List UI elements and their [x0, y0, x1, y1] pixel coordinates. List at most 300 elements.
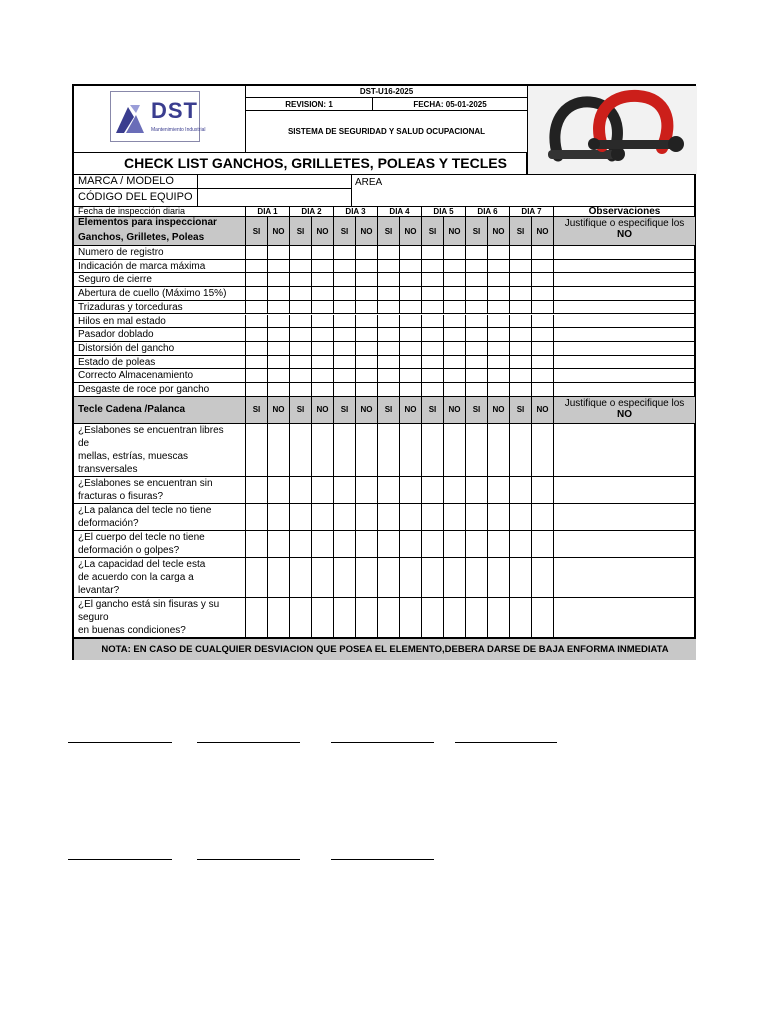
- no-checkbox[interactable]: [444, 287, 466, 301]
- no-checkbox[interactable]: [268, 260, 290, 274]
- no-checkbox[interactable]: [268, 477, 290, 504]
- day-header: DIA 7: [510, 206, 554, 217]
- no-checkbox[interactable]: [488, 558, 510, 598]
- no-checkbox[interactable]: [268, 287, 290, 301]
- no-checkbox[interactable]: [268, 531, 290, 558]
- si-checkbox[interactable]: [510, 369, 532, 383]
- day-header: DIA 3: [334, 206, 378, 217]
- si-checkbox[interactable]: [378, 369, 400, 383]
- no-checkbox[interactable]: [400, 246, 422, 260]
- si-checkbox[interactable]: [422, 598, 444, 638]
- si-checkbox[interactable]: [246, 369, 268, 383]
- no-checkbox[interactable]: [488, 356, 510, 370]
- no-checkbox[interactable]: [532, 260, 554, 274]
- observation-field[interactable]: [554, 356, 696, 370]
- tecle-item-label: [74, 558, 246, 598]
- no-checkbox[interactable]: [356, 260, 378, 274]
- no-checkbox[interactable]: [268, 558, 290, 598]
- observation-field[interactable]: [554, 246, 696, 260]
- text-line: Correcto Almacenamiento: [78, 370, 194, 382]
- no-checkbox[interactable]: [356, 328, 378, 342]
- text-line: mellas, estrías, muescas: [78, 450, 189, 462]
- no-checkbox[interactable]: [444, 531, 466, 558]
- no-checkbox[interactable]: [488, 383, 510, 397]
- day-header: DIA 5: [422, 206, 466, 217]
- si-checkbox[interactable]: [510, 356, 532, 370]
- si-checkbox[interactable]: [466, 246, 488, 260]
- no-checkbox[interactable]: [356, 504, 378, 531]
- si-checkbox[interactable]: [422, 504, 444, 531]
- si-checkbox[interactable]: [246, 504, 268, 531]
- no-checkbox[interactable]: [400, 598, 422, 638]
- no-checkbox[interactable]: [268, 424, 290, 477]
- si-checkbox[interactable]: [334, 531, 356, 558]
- no-checkbox[interactable]: [400, 504, 422, 531]
- no-checkbox[interactable]: [488, 531, 510, 558]
- si-checkbox[interactable]: [378, 424, 400, 477]
- no-checkbox[interactable]: [356, 369, 378, 383]
- no-checkbox[interactable]: [488, 301, 510, 315]
- si-checkbox[interactable]: [466, 260, 488, 274]
- no-checkbox[interactable]: [356, 246, 378, 260]
- si-checkbox[interactable]: [378, 273, 400, 287]
- no-checkbox[interactable]: [356, 477, 378, 504]
- si-checkbox[interactable]: [334, 369, 356, 383]
- no-checkbox[interactable]: [400, 477, 422, 504]
- no-checkbox[interactable]: [268, 342, 290, 356]
- no-checkbox[interactable]: [488, 504, 510, 531]
- si-checkbox[interactable]: [466, 369, 488, 383]
- si-checkbox[interactable]: [378, 477, 400, 504]
- no-checkbox[interactable]: [532, 504, 554, 531]
- no-checkbox[interactable]: [312, 598, 334, 638]
- si-checkbox[interactable]: [422, 558, 444, 598]
- observation-field[interactable]: [554, 301, 696, 315]
- no-checkbox[interactable]: [444, 598, 466, 638]
- no-checkbox[interactable]: [312, 369, 334, 383]
- observation-field[interactable]: [554, 287, 696, 301]
- no-checkbox[interactable]: [312, 315, 334, 329]
- si-checkbox[interactable]: [466, 383, 488, 397]
- no-checkbox[interactable]: [312, 301, 334, 315]
- no-checkbox[interactable]: [444, 477, 466, 504]
- no-checkbox[interactable]: [356, 315, 378, 329]
- no-checkbox[interactable]: [312, 356, 334, 370]
- si-checkbox[interactable]: [422, 260, 444, 274]
- no-checkbox[interactable]: [400, 273, 422, 287]
- no-checkbox[interactable]: [268, 273, 290, 287]
- si-checkbox[interactable]: [246, 531, 268, 558]
- si-checkbox[interactable]: [246, 328, 268, 342]
- observation-field[interactable]: [554, 369, 696, 383]
- no-header: NO: [356, 397, 378, 424]
- si-checkbox[interactable]: [246, 273, 268, 287]
- no-checkbox[interactable]: [532, 315, 554, 329]
- no-checkbox[interactable]: [444, 260, 466, 274]
- si-checkbox[interactable]: [422, 369, 444, 383]
- no-checkbox[interactable]: [444, 504, 466, 531]
- si-checkbox[interactable]: [334, 504, 356, 531]
- no-checkbox[interactable]: [444, 424, 466, 477]
- no-checkbox[interactable]: [312, 328, 334, 342]
- si-checkbox[interactable]: [466, 315, 488, 329]
- si-checkbox[interactable]: [378, 260, 400, 274]
- si-checkbox[interactable]: [246, 424, 268, 477]
- no-checkbox[interactable]: [444, 369, 466, 383]
- si-checkbox[interactable]: [422, 531, 444, 558]
- no-checkbox[interactable]: [268, 246, 290, 260]
- text-line: Estado de poleas: [78, 356, 156, 368]
- no-checkbox[interactable]: [356, 301, 378, 315]
- signature-line[interactable]: [455, 742, 557, 743]
- si-checkbox[interactable]: [334, 301, 356, 315]
- no-checkbox[interactable]: [312, 260, 334, 274]
- si-header: SI: [290, 217, 312, 246]
- no-checkbox[interactable]: [444, 383, 466, 397]
- observation-field[interactable]: [554, 531, 696, 558]
- si-checkbox[interactable]: [334, 477, 356, 504]
- si-checkbox[interactable]: [290, 558, 312, 598]
- no-checkbox[interactable]: [400, 301, 422, 315]
- no-checkbox[interactable]: [532, 598, 554, 638]
- no-checkbox[interactable]: [356, 424, 378, 477]
- si-checkbox[interactable]: [422, 315, 444, 329]
- no-checkbox[interactable]: [532, 383, 554, 397]
- signature-line[interactable]: [197, 742, 300, 743]
- no-checkbox[interactable]: [488, 315, 510, 329]
- no-checkbox[interactable]: [312, 246, 334, 260]
- no-header: NO: [400, 217, 422, 246]
- si-checkbox[interactable]: [246, 315, 268, 329]
- text-line: Numero de registro: [78, 247, 164, 258]
- si-checkbox[interactable]: [290, 598, 312, 638]
- si-header: SI: [334, 397, 356, 424]
- no-checkbox[interactable]: [488, 369, 510, 383]
- si-checkbox[interactable]: [246, 260, 268, 274]
- si-checkbox[interactable]: [510, 287, 532, 301]
- no-checkbox[interactable]: [356, 356, 378, 370]
- text-line: en buenas condiciones?: [78, 624, 186, 636]
- no-checkbox[interactable]: [400, 369, 422, 383]
- signature-line[interactable]: [68, 859, 172, 860]
- no-checkbox[interactable]: [532, 328, 554, 342]
- text-line: Seguro de cierre: [78, 274, 152, 286]
- no-checkbox[interactable]: [268, 301, 290, 315]
- no-checkbox[interactable]: [268, 328, 290, 342]
- si-checkbox[interactable]: [510, 260, 532, 274]
- si-checkbox[interactable]: [510, 301, 532, 315]
- no-checkbox[interactable]: [312, 273, 334, 287]
- si-checkbox[interactable]: [378, 531, 400, 558]
- si-checkbox[interactable]: [290, 424, 312, 477]
- no-checkbox[interactable]: [356, 342, 378, 356]
- no-checkbox[interactable]: [356, 273, 378, 287]
- no-checkbox[interactable]: [400, 424, 422, 477]
- si-checkbox[interactable]: [422, 356, 444, 370]
- no-checkbox[interactable]: [312, 287, 334, 301]
- si-checkbox[interactable]: [378, 246, 400, 260]
- no-checkbox[interactable]: [532, 356, 554, 370]
- text-line: ¿Eslabones se encuentran libres: [78, 424, 224, 436]
- si-checkbox[interactable]: [378, 356, 400, 370]
- no-checkbox[interactable]: [268, 315, 290, 329]
- si-checkbox[interactable]: [422, 287, 444, 301]
- no-checkbox[interactable]: [444, 315, 466, 329]
- no-checkbox[interactable]: [400, 383, 422, 397]
- si-checkbox[interactable]: [246, 287, 268, 301]
- si-checkbox[interactable]: [378, 315, 400, 329]
- si-checkbox[interactable]: [334, 287, 356, 301]
- no-checkbox[interactable]: [488, 260, 510, 274]
- no-checkbox[interactable]: [312, 342, 334, 356]
- si-checkbox[interactable]: [422, 477, 444, 504]
- si-checkbox[interactable]: [510, 246, 532, 260]
- si-checkbox[interactable]: [290, 246, 312, 260]
- no-checkbox[interactable]: [532, 531, 554, 558]
- observation-field[interactable]: [554, 260, 696, 274]
- si-checkbox[interactable]: [466, 287, 488, 301]
- si-checkbox[interactable]: [290, 315, 312, 329]
- no-checkbox[interactable]: [400, 342, 422, 356]
- brand-model-input[interactable]: [198, 174, 352, 189]
- no-checkbox[interactable]: [400, 315, 422, 329]
- text-line: Indicación de marca máxima: [78, 260, 206, 272]
- no-header: NO: [444, 217, 466, 246]
- si-checkbox[interactable]: [290, 342, 312, 356]
- no-checkbox[interactable]: [488, 287, 510, 301]
- no-checkbox[interactable]: [444, 246, 466, 260]
- si-checkbox[interactable]: [466, 424, 488, 477]
- si-checkbox[interactable]: [334, 598, 356, 638]
- justify-text: Justifique o especifique los: [564, 218, 685, 229]
- text-line: Distorsión del gancho: [78, 342, 175, 354]
- no-checkbox[interactable]: [488, 477, 510, 504]
- checklist-item-label: [74, 260, 246, 274]
- si-checkbox[interactable]: [290, 328, 312, 342]
- system-title: SISTEMA DE SEGURIDAD Y SALUD OCUPACIONAL: [287, 127, 486, 136]
- si-checkbox[interactable]: [378, 342, 400, 356]
- no-checkbox[interactable]: [488, 273, 510, 287]
- no-checkbox[interactable]: [312, 477, 334, 504]
- no-checkbox[interactable]: [400, 328, 422, 342]
- logo-box: [74, 86, 246, 152]
- si-checkbox[interactable]: [466, 342, 488, 356]
- si-checkbox[interactable]: [290, 504, 312, 531]
- signature-line[interactable]: [197, 859, 300, 860]
- no-checkbox[interactable]: [268, 383, 290, 397]
- no-checkbox[interactable]: [444, 356, 466, 370]
- si-checkbox[interactable]: [246, 301, 268, 315]
- si-checkbox[interactable]: [334, 273, 356, 287]
- brand-model-label: MARCA / MODELO: [78, 175, 174, 187]
- si-checkbox[interactable]: [246, 558, 268, 598]
- si-checkbox[interactable]: [422, 273, 444, 287]
- si-checkbox[interactable]: [422, 301, 444, 315]
- si-checkbox[interactable]: [422, 342, 444, 356]
- si-checkbox[interactable]: [378, 328, 400, 342]
- no-checkbox[interactable]: [488, 328, 510, 342]
- si-checkbox[interactable]: [378, 558, 400, 598]
- date-label: FECHA: 05-01-2025: [373, 98, 527, 111]
- observation-field[interactable]: [554, 504, 696, 531]
- no-checkbox[interactable]: [532, 287, 554, 301]
- si-header: SI: [378, 217, 400, 246]
- si-checkbox[interactable]: [510, 477, 532, 504]
- no-checkbox[interactable]: [268, 369, 290, 383]
- observation-field[interactable]: [554, 273, 696, 287]
- equipment-code-input[interactable]: [198, 189, 352, 206]
- si-checkbox[interactable]: [290, 301, 312, 315]
- si-checkbox[interactable]: [466, 301, 488, 315]
- no-checkbox[interactable]: [532, 558, 554, 598]
- si-checkbox[interactable]: [466, 273, 488, 287]
- si-checkbox[interactable]: [378, 598, 400, 638]
- si-checkbox[interactable]: [378, 301, 400, 315]
- si-checkbox[interactable]: [510, 424, 532, 477]
- si-checkbox[interactable]: [246, 598, 268, 638]
- si-checkbox[interactable]: [422, 246, 444, 260]
- si-checkbox[interactable]: [510, 504, 532, 531]
- no-checkbox[interactable]: [312, 424, 334, 477]
- text-line: ¿El gancho está sin fisuras y su: [78, 598, 220, 610]
- no-checkbox[interactable]: [356, 287, 378, 301]
- si-checkbox[interactable]: [246, 342, 268, 356]
- si-checkbox[interactable]: [246, 383, 268, 397]
- si-checkbox[interactable]: [466, 477, 488, 504]
- signature-line[interactable]: [331, 859, 434, 860]
- observation-field[interactable]: [554, 424, 696, 477]
- si-checkbox[interactable]: [334, 383, 356, 397]
- si-checkbox[interactable]: [510, 383, 532, 397]
- no-checkbox[interactable]: [268, 504, 290, 531]
- si-checkbox[interactable]: [466, 504, 488, 531]
- si-checkbox[interactable]: [290, 356, 312, 370]
- si-checkbox[interactable]: [290, 369, 312, 383]
- si-checkbox[interactable]: [290, 287, 312, 301]
- si-checkbox[interactable]: [510, 531, 532, 558]
- si-checkbox[interactable]: [378, 287, 400, 301]
- si-checkbox[interactable]: [378, 504, 400, 531]
- si-checkbox[interactable]: [422, 424, 444, 477]
- no-checkbox[interactable]: [400, 558, 422, 598]
- no-checkbox[interactable]: [356, 558, 378, 598]
- no-checkbox[interactable]: [400, 356, 422, 370]
- no-checkbox[interactable]: [532, 477, 554, 504]
- observation-field[interactable]: [554, 328, 696, 342]
- observation-field[interactable]: [554, 558, 696, 598]
- tecle-item-label: [74, 531, 246, 558]
- si-checkbox[interactable]: [422, 383, 444, 397]
- no-checkbox[interactable]: [532, 342, 554, 356]
- si-checkbox[interactable]: [422, 328, 444, 342]
- si-checkbox[interactable]: [334, 246, 356, 260]
- no-checkbox[interactable]: [444, 342, 466, 356]
- checklist-item-label: [74, 369, 246, 383]
- no-checkbox[interactable]: [400, 260, 422, 274]
- signature-line[interactable]: [68, 742, 172, 743]
- si-checkbox[interactable]: [334, 328, 356, 342]
- no-checkbox[interactable]: [444, 328, 466, 342]
- si-checkbox[interactable]: [246, 246, 268, 260]
- observation-field[interactable]: [554, 598, 696, 638]
- si-checkbox[interactable]: [510, 598, 532, 638]
- no-checkbox[interactable]: [532, 369, 554, 383]
- si-checkbox[interactable]: [334, 260, 356, 274]
- note-bar: NOTA: EN CASO DE CUALQUIER DESVIACION QUE POSEA EL ELEMENTO,DEBERA DARSE DE BAJA ENFORMA INMEDIATA: [74, 638, 696, 660]
- signature-line[interactable]: [331, 742, 434, 743]
- si-checkbox[interactable]: [334, 356, 356, 370]
- si-checkbox[interactable]: [510, 328, 532, 342]
- si-checkbox[interactable]: [246, 356, 268, 370]
- no-checkbox[interactable]: [488, 598, 510, 638]
- si-header: SI: [290, 397, 312, 424]
- si-checkbox[interactable]: [466, 531, 488, 558]
- no-checkbox[interactable]: [444, 558, 466, 598]
- si-checkbox[interactable]: [510, 342, 532, 356]
- no-checkbox[interactable]: [312, 383, 334, 397]
- justify-text: Justifique o especifique los: [564, 397, 685, 409]
- no-checkbox[interactable]: [532, 273, 554, 287]
- no-checkbox[interactable]: [444, 301, 466, 315]
- text-line: Ganchos, Grilletes, Poleas: [78, 232, 205, 243]
- no-checkbox[interactable]: [268, 356, 290, 370]
- si-checkbox[interactable]: [466, 598, 488, 638]
- no-checkbox[interactable]: [488, 342, 510, 356]
- no-checkbox[interactable]: [400, 287, 422, 301]
- si-checkbox[interactable]: [290, 260, 312, 274]
- no-checkbox[interactable]: [532, 424, 554, 477]
- no-checkbox[interactable]: [488, 424, 510, 477]
- si-checkbox[interactable]: [466, 558, 488, 598]
- no-checkbox[interactable]: [268, 598, 290, 638]
- no-checkbox[interactable]: [444, 273, 466, 287]
- no-checkbox[interactable]: [312, 531, 334, 558]
- si-checkbox[interactable]: [334, 424, 356, 477]
- no-checkbox[interactable]: [532, 301, 554, 315]
- checklist-item-label: [74, 356, 246, 370]
- si-checkbox[interactable]: [290, 477, 312, 504]
- si-checkbox[interactable]: [290, 383, 312, 397]
- observation-field[interactable]: [554, 315, 696, 329]
- si-header: SI: [246, 217, 268, 246]
- si-checkbox[interactable]: [466, 328, 488, 342]
- observation-field[interactable]: [554, 383, 696, 397]
- si-checkbox[interactable]: [466, 356, 488, 370]
- no-checkbox[interactable]: [488, 246, 510, 260]
- si-checkbox[interactable]: [290, 531, 312, 558]
- no-checkbox[interactable]: [356, 531, 378, 558]
- si-checkbox[interactable]: [510, 315, 532, 329]
- no-checkbox[interactable]: [532, 246, 554, 260]
- area-cell[interactable]: [352, 174, 696, 206]
- no-checkbox[interactable]: [312, 504, 334, 531]
- observation-field[interactable]: [554, 477, 696, 504]
- observation-field[interactable]: [554, 342, 696, 356]
- si-checkbox[interactable]: [334, 558, 356, 598]
- no-checkbox[interactable]: [356, 598, 378, 638]
- shackle-image: [527, 86, 696, 174]
- si-checkbox[interactable]: [246, 477, 268, 504]
- si-checkbox[interactable]: [334, 342, 356, 356]
- no-checkbox[interactable]: [312, 558, 334, 598]
- no-checkbox[interactable]: [356, 383, 378, 397]
- si-checkbox[interactable]: [510, 558, 532, 598]
- si-checkbox[interactable]: [510, 273, 532, 287]
- si-checkbox[interactable]: [378, 383, 400, 397]
- si-checkbox[interactable]: [290, 273, 312, 287]
- no-checkbox[interactable]: [400, 531, 422, 558]
- si-checkbox[interactable]: [334, 315, 356, 329]
